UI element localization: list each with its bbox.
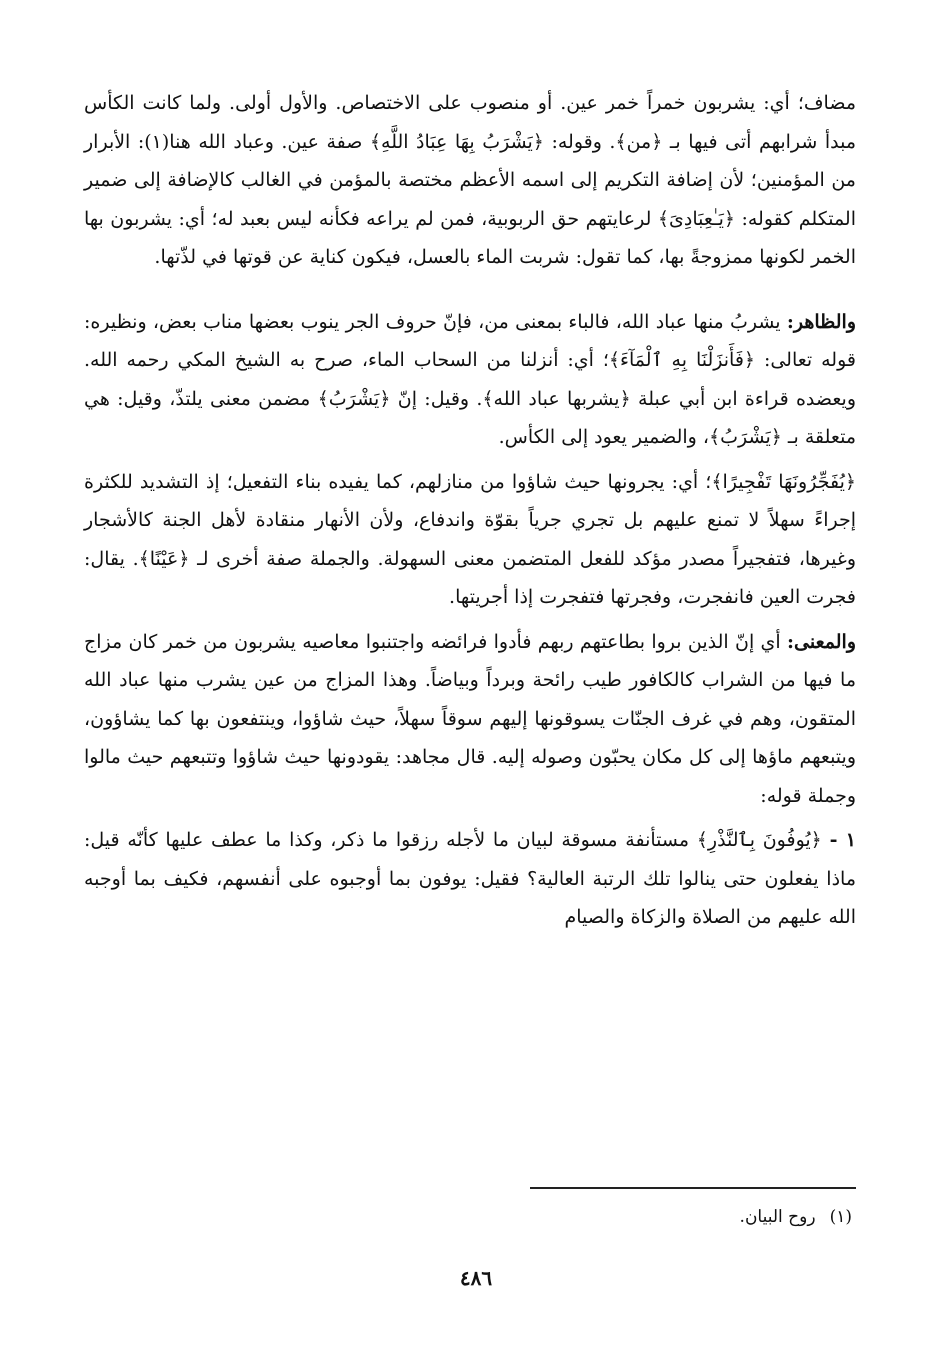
page-number: ٤٨٦ [459, 1266, 493, 1290]
paragraph-4 [84, 623, 856, 816]
paragraph-2 [84, 303, 856, 457]
footnote-marker: (١) [829, 1207, 852, 1227]
paragraph-text: يشربُ منها عباد الله، فالباء بمعنى من، فإنّ حروف الجر ينوب بعضها مناب بعض، ونظيره: قوله تعالى: ﴿فَأَنزَلْنَا بِهِ ٱلْمَآءَ﴾؛ أي: أنزلنا من السحاب الماء، صرح به الشيخ المكي رحمه الله. ويعضده قراءة ابن أبي عبلة ﴿يشربها عباد الله﴾. وقيل: إنّ ﴿يَشْرَبُ﴾ مضمن معنى يلتذّ، وقيل: هي متعلقة بـ ﴿يَشْرَبُ﴾، والضمير يعود إلى الكأس. [84, 310, 856, 448]
paragraph-text: مضاف؛ أي: يشربون خمراً خمر عين. أو منصوب على الاختصاص. والأول أولى. ولما كانت الكأس مبدأ شرابهم أتى فيها بـ ﴿من﴾. وقوله: ﴿يَشْرَبُ بِهَا عِبَادُ اللَّهِ﴾ صفة عين. وعباد الله هنا(١): الأبرار من المؤمنين؛ لأن إضافة التكريم إلى اسمه الأعظم مختصة بالمؤمن في الغالب كالإضافة إلى ضمير المتكلم كقوله: ﴿يَـٰعِبَادِىَ﴾ لرعايتهم حق الربوبية، فمن لم يراعه فكأنه ليس بعبد له؛ أي: يشربون بها الخمر لكونها ممزوجةً بها، كما تقول: شربت الماء بالعسل، فيكون كناية عن قوتها في لذّتها. [84, 92, 856, 268]
paragraph-number: ١ - [829, 829, 856, 851]
paragraph-keyword: والمعنى: [787, 630, 857, 653]
paragraph-3 [84, 463, 856, 617]
paragraph-keyword: والظاهر: [786, 310, 856, 333]
body-text [84, 84, 856, 937]
footnote [740, 1202, 852, 1232]
paragraph-text: ﴿يُفَجِّرُونَهَا تَفْجِيرًا﴾؛ أي: يجرونها حيث شاؤوا من منازلهم، كما يفيده بناء التفعيل؛ إذ التشديد للكثرة إجراءً سهلاً لا تمنع عليهم بل تجري جرياً بقوّة واندفاع، ولأن الأنهار منقادة لأهل الجنة كالأشجار وغيرها، فتفجيراً مصدر مؤكد للفعل المتضمن معنى السهولة. والجملة صفة أخرى لـ ﴿عَيْنًا﴾. يقال: فجرت العين فانفجرت، وفجرتها فتفجرت إذا أجريتها. [84, 470, 856, 608]
paragraph-1 [84, 84, 856, 277]
paragraph-text: أي إنّ الذين بروا بطاعتهم ربهم فأدوا فرائضه واجتنبوا معاصيه يشربون من خمر كان مزاج ما فيها من الشراب كالكافور طيب رائحة وبرداً وبياضاً. وهذا المزاج من عين يشرب منها عباد الله المتقون، وهم في غرف الجنّات يسوقونها إليهم سوقاً سهلاً، حيث شاؤوا، وينتفعون بها كما يشاؤون، ويتبعهم ماؤها إلى كل مكان يحبّون وصوله إليه. قال مجاهد: يقودونها حيث شاؤوا وتتبعهم حيث مالوا وجملة قوله: [84, 630, 856, 807]
footnote-divider [530, 1187, 856, 1189]
paragraph-text: ﴿يُوفُونَ بِٱلنَّذْرِ﴾ مستأنفة مسوقة لبيان ما لأجله رزقوا ما ذكر، وكذا ما عطف عليها كأنّه قيل: ماذا يفعلون حتى ينالوا تلك الرتبة العالية؟ فقيل: يوفون بما أوجبوه على أنفسهم، فكيف بما أوجبه الله عليهم من الصلاة والزكاة والصيام [84, 829, 856, 928]
paragraph-5 [84, 821, 856, 937]
footnote-text: روح البيان. [739, 1207, 816, 1227]
